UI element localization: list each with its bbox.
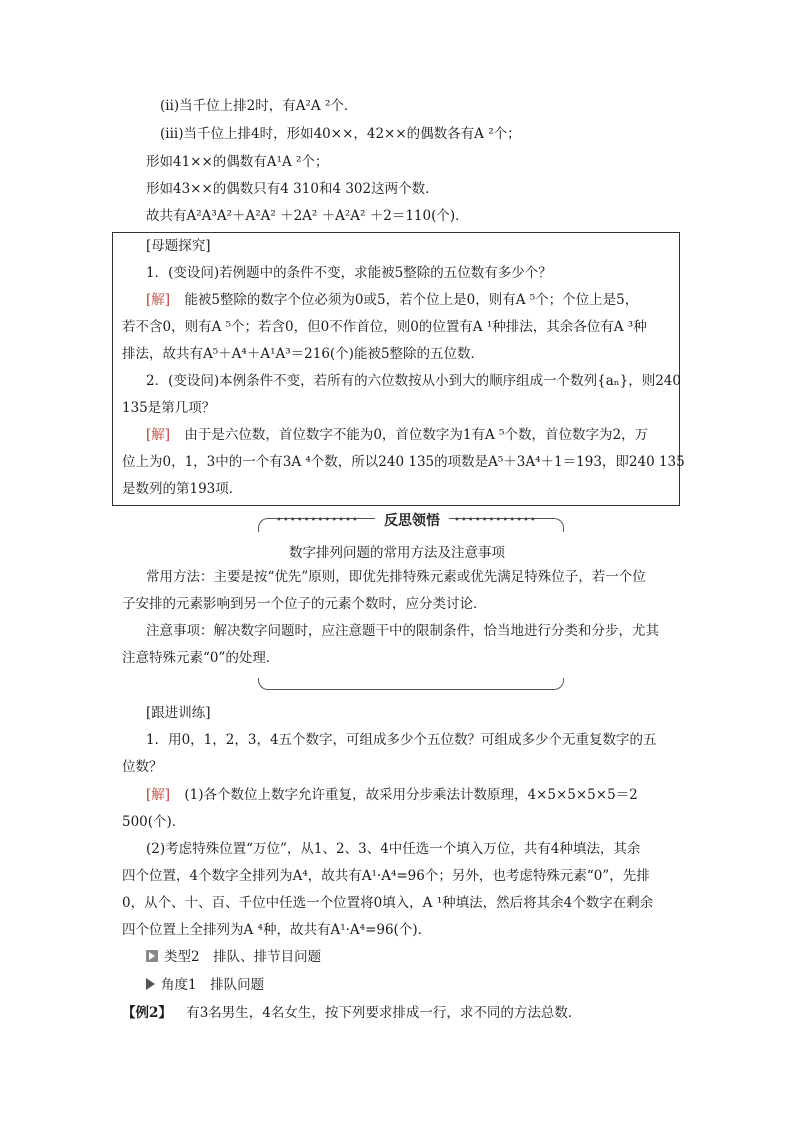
angle-heading xyxy=(146,976,264,994)
training-answer-line: 四个位置，4个数字全排列为A⁴，故共有A¹·A⁴=96个；另外，也考虑特殊元素“0”，先排 xyxy=(122,868,650,884)
text-line: 故共有A²A³A²＋A²A² ＋2A² ＋A²A² ＋2＝110(个)． xyxy=(146,208,469,224)
header-dots: •••••••••••• xyxy=(276,515,359,526)
play-box-icon xyxy=(146,950,158,962)
training-answer-line: (2)考虑特殊位置“万位”，从1、2、3、4中任选一个填入万位，共有4种填法，其余 xyxy=(146,841,641,857)
answer-label: [解] xyxy=(146,787,171,803)
reflection-line: 注意特殊元素“0”的处理． xyxy=(122,650,280,666)
training-answer-line: 500(个)． xyxy=(122,814,186,830)
example-2 xyxy=(122,1004,581,1022)
question-2: 135是第几项？ xyxy=(122,400,216,416)
reflection-line: 子安排的元素影响到另一个位子的元素个数时，应分类讨论． xyxy=(122,596,487,612)
answer-2-line: 位上为0，1，3中的一个有3A ⁴个数，所以240 135的项数是A⁵＋3A⁴＋1＝193，即240 135 xyxy=(122,454,685,470)
answer-2-line xyxy=(146,426,648,444)
type-heading-text: 类型2 排队、排节目问题 xyxy=(164,949,322,965)
training-tag: [跟进训练] xyxy=(146,705,211,721)
triangle-icon xyxy=(146,978,155,990)
reflection-header xyxy=(258,510,564,532)
answer-text: 由于是六位数，首位数字不能为0，首位数字为1有A ⁵个数，首位数字为2，万 xyxy=(184,427,649,443)
type-heading xyxy=(146,948,321,966)
training-answer-line: 0，从个、十、百、千位中任选一个位置将0填入，A ¹种填法，然后将其余4个数字在剩余 xyxy=(122,895,654,911)
training-answer-line xyxy=(146,786,638,804)
header-dots: •••••••••••• xyxy=(454,515,537,526)
answer-text: (1)各个数位上数字允许重复，故采用分步乘法计数原理，4×5×5×5×5＝2 xyxy=(184,787,638,803)
question-2: 2．(变设问)本例条件不变，若所有的六位数按从小到大的顺序组成一个数列{aₙ}，则240 xyxy=(146,373,681,389)
text-line: (ⅱ)当千位上排2时，有A²A ²个． xyxy=(160,98,358,114)
answer-1-line: 若不含0，则有A ⁵个；若含0，但0不作首位，则0的位置有A ¹种排法，其余各位有A ³种 xyxy=(122,319,647,335)
reflection-title: 反思领悟 xyxy=(375,510,449,530)
angle-heading-text: 角度1 排队问题 xyxy=(161,977,265,993)
reflection-subtitle: 数字排列问题的常用方法及注意事项 xyxy=(289,545,505,561)
example-label: 【例2】 xyxy=(122,1005,172,1021)
box-tag: [母题探究] xyxy=(146,238,211,254)
example-text: 有3名男生，4名女生，按下列要求排成一行，求不同的方法总数． xyxy=(186,1005,582,1021)
text-line: (ⅲ)当千位上排4时，形如40××，42××的偶数各有A ²个； xyxy=(160,126,521,142)
reflection-footer-arc xyxy=(258,678,564,690)
answer-1-line: 排法，故共有A⁵＋A⁴＋A¹A³＝216(个)能被5整除的五位数． xyxy=(122,346,485,362)
training-question: 位数？ xyxy=(122,759,163,775)
answer-label: [解] xyxy=(146,427,171,443)
answer-2-line: 是数列的第193项． xyxy=(122,481,243,497)
reflection-line: 注意事项：解决数字问题时，应注意题干中的限制条件，恰当地进行分类和分步，尤其 xyxy=(146,623,659,639)
answer-text: 能被5整除的数字个位必须为0或5，若个位上是0，则有A ⁵个；个位上是5， xyxy=(184,292,639,308)
training-answer-line: 四个位置上全排列为A ⁴种，故共有A¹·A⁴=96(个)． xyxy=(122,922,432,938)
training-question: 1．用0，1，2，3，4五个数字，可组成多少个五位数？可组成多少个无重复数字的五 xyxy=(146,732,657,748)
answer-label: [解] xyxy=(146,292,171,308)
question-1: 1．(变设问)若例题中的条件不变，求能被5整除的五位数有多少个？ xyxy=(146,265,552,281)
answer-1-line xyxy=(146,291,638,309)
text-line: 形如43××的偶数只有4 310和4 302这两个数． xyxy=(146,181,439,197)
reflection-line: 常用方法：主要是按“优先”原则，即优先排特殊元素或优先满足特殊位子，若一个位 xyxy=(146,569,646,585)
text-line: 形如41××的偶数有A¹A ²个； xyxy=(146,154,329,170)
